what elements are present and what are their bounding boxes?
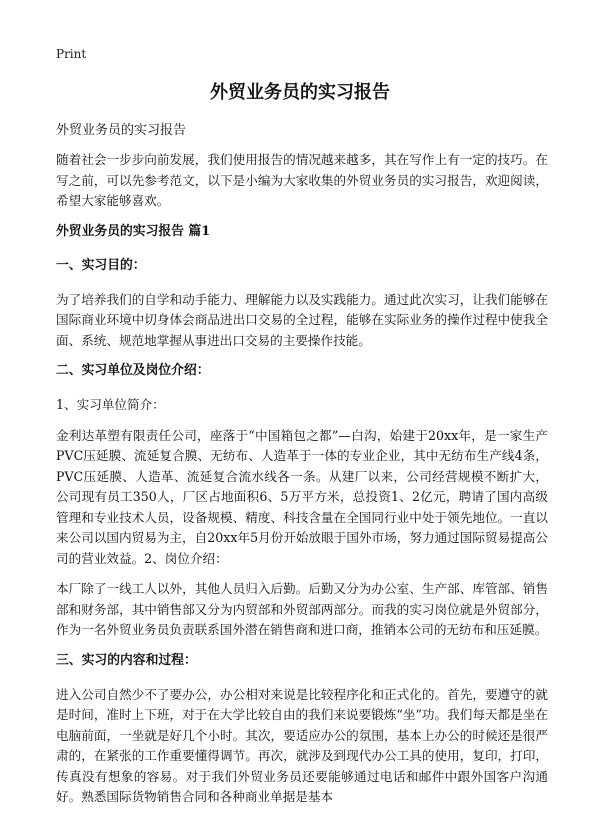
section-heading-unit: 二、实习单位及岗位介绍： [56,363,210,378]
section-heading-content: 三、实习的内容和过程： [56,652,197,668]
section-paragraph-company: 金利达革塑有限责任公司，座落于“中国箱包之都”—白沟，始建于20xx年，是一家生产PVC压延膜、流延复合膜、无纺布、人造革于一体的专业企业，其中无纺布生产线4条，PVC压延膜、人造革、流延复合流水线各一条。从建厂以来，公司经营规模不断扩大，公司现有员工350人，厂区占地面积6、5万平方米，总投资1、2亿元，聘请了国内高级管理和专业技术人员，设备规模、精度、科技含量在全国同行业中处于领先地位。一直以来公司以国内贸易为主，自20xx年5月份开始放眼于国外市场，努力通过国际贸易提高公司的营业效益。2、岗位介绍： [56,427,548,566]
intro-paragraph: 随着社会一步步向前发展，我们使用报告的情况越来越多，其在写作上有一定的技巧。在写之前，可以先参考范文，以下是小编为大家收集的外贸业务员的实习报告，欢迎阅读，希望大家能够喜欢。 [56,152,548,208]
document-subtitle: 外贸业务员的实习报告 [56,123,187,138]
section-paragraph-purpose: 为了培养我们的自学和动手能力、理解能力以及实践能力。通过此次实习，让我们能够在国际商业环境中切身体会商品进出口交易的全过程，能够在实际业务的操作过程中使我全面、系统、规范地掌握从事进出口交易的主要操作技能。 [56,291,548,348]
article-heading: 外贸业务员的实习报告 篇1 [56,223,211,239]
subsection-heading-unit-intro: 1、实习单位简介： [56,397,165,412]
print-link[interactable]: Print [56,47,87,61]
section-paragraph-position: 本厂除了一线工人以外，其他人员归入后勤。后勤又分为办公室、生产部、库管部、销售部和财务部，其中销售部又分为内贸部和外贸部两部分。而我的实习岗位就是外贸部分，作为一名外贸业务员负责联系国外潜在销售商和进口商，推销本公司的无纺布和压延膜。 [56,581,548,637]
page-title: 外贸业务员的实习报告 [210,82,390,103]
section-heading-purpose: 一、实习目的： [56,257,146,273]
section-paragraph-content: 进入公司自然少不了要办公，办公相对来说是比较程序化和正式化的。首先，要遵守的就是时间，准时上下班，对于在大学比较自由的我们来说要锻炼“坐”功。我们每天都是坐在电脑前面，一坐就是好几个小时。其次，要适应办公的氛围，基本上办公的时候还是很严肃的，在紧张的工作重要懂得调节。再次，就涉及到现代办公工具的使用，复印，打印，传真没有想象的容易。对于我们外贸业务员还要能够通过电话和邮件中跟外国客户沟通好。熟悉国际货物销售合同和各种商业单据是基本 [56,686,548,804]
article-body [56,150,548,818]
